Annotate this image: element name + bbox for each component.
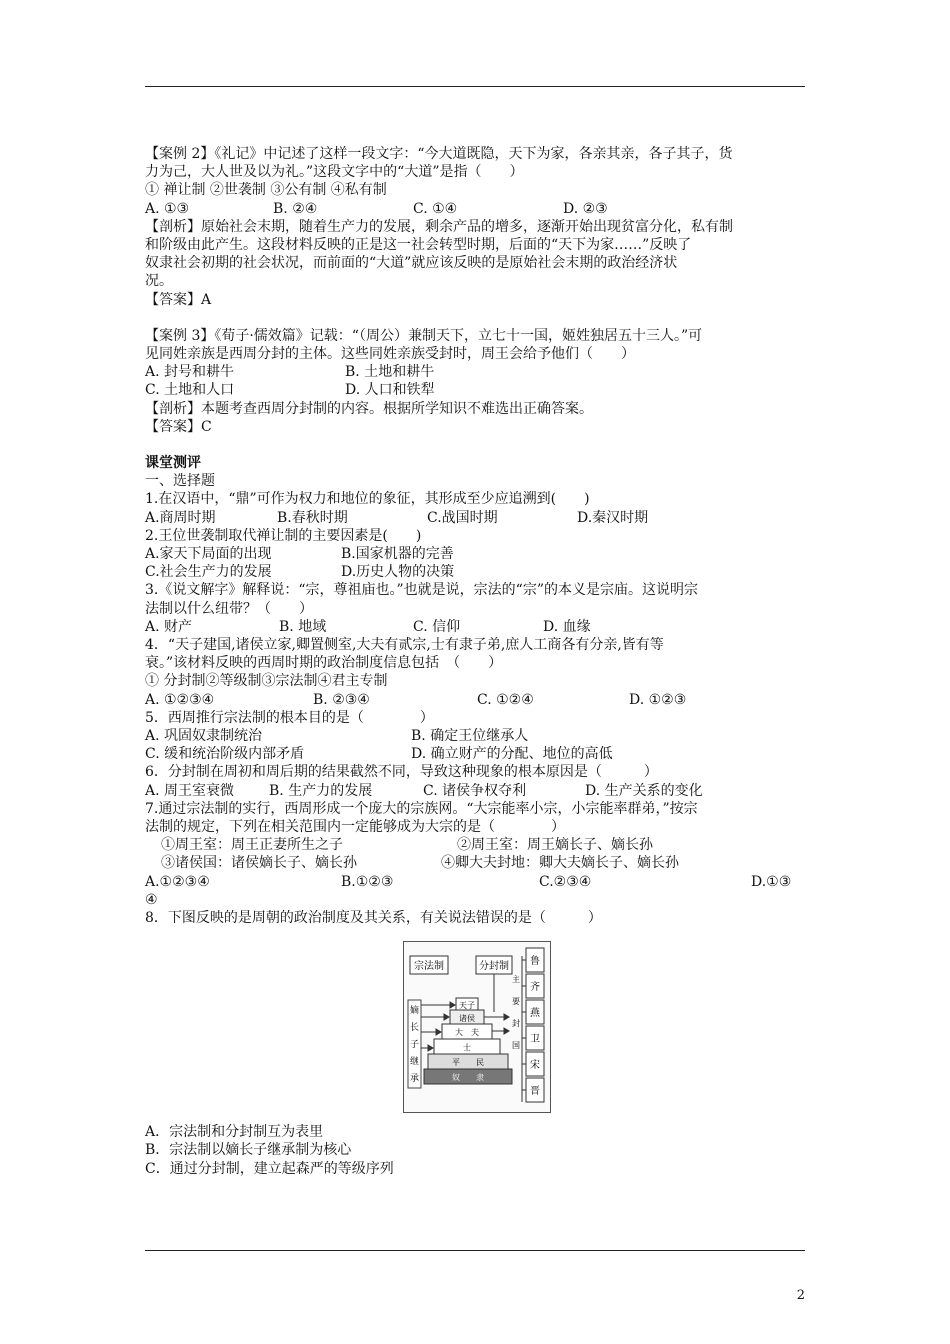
q4-line1: 4．“天子建国,诸侯立家,卿置侧室,大夫有贰宗,士有隶子弟,庶人工商各有分亲,皆有等 <box>145 636 664 653</box>
side-char: 承 <box>409 1074 420 1085</box>
states-column <box>526 948 544 1102</box>
q1-stem: 1.在汉语中，“鼎”可作为权力和地位的象征，其形成至少应追溯到( ) <box>145 491 590 508</box>
option-d: D.历史人物的决策 <box>341 564 455 581</box>
side-char: 子 <box>409 1040 420 1051</box>
q3-line2: 法制以什么纽带？（ ） <box>145 600 313 617</box>
option-d: D. ①②③ <box>629 691 687 708</box>
option-b: B. 确定王位继承人 <box>411 727 529 744</box>
side-char: 长 <box>409 1023 420 1034</box>
option-c: C. 诸侯争权夺利 <box>423 782 527 799</box>
option-a: A.商周时期 <box>145 509 216 526</box>
case2-answer: 【答案】A <box>145 291 212 308</box>
q3-line1: 3.《说文解字》解释说：“宗，尊祖庙也。”也就是说，宗法的“宗”的本义是宗庙。这说明宗 <box>145 582 698 599</box>
case2-analysis-4: 况。 <box>145 273 173 290</box>
option-d: D.秦汉时期 <box>577 509 649 526</box>
side-char: 继 <box>409 1057 420 1068</box>
sub-title: 一、选择题 <box>145 473 215 490</box>
zhou-political-system-diagram <box>403 941 551 1113</box>
q6-options <box>145 782 807 800</box>
option-a: A.①②③④ <box>145 873 210 890</box>
option-c: C. 土地和人口 <box>145 382 235 399</box>
state-ticks <box>522 960 526 1090</box>
option-c: C. 信仰 <box>413 618 461 635</box>
option-b: B. 生产力的发展 <box>269 782 373 799</box>
option-b: B. ②③④ <box>313 691 370 708</box>
case2-line1: 【案例 2】《礼记》中记述了这样一段文字：“今大道既隐，天下为家，各亲其亲，各子其子，货 <box>145 146 733 162</box>
state-name: 卫 <box>530 1034 540 1046</box>
feng-char: 主 <box>512 975 520 985</box>
option-c: C. 缓和统治阶级内部矛盾 <box>145 746 305 763</box>
option-a: A. ①②③④ <box>145 691 215 708</box>
item-3: ③诸侯国：诸侯嫡长子、嫡长孙 <box>161 855 357 872</box>
feng-char: 封 <box>512 1019 520 1029</box>
q2-stem: 2.王位世袭制取代禅让制的主要因素是( ) <box>145 527 422 544</box>
option-b: B.①②③ <box>341 873 394 890</box>
case3-line2: 见同姓亲族是西周分封的主体。这些同姓亲族受封时，周王会给予他们（ ） <box>145 346 635 363</box>
level-label: 大 夫 <box>455 1028 479 1038</box>
case2-line2: 力为己，大人世及以为礼。”这段文字中的“大道”是指（ ） <box>145 164 524 181</box>
option-a: A. ①③ <box>145 200 190 217</box>
option-a: A. 周王室衰微 <box>145 782 235 799</box>
q8-stem: 8．下图反映的是周朝的政治制度及其关系，有关说法错误的是（ ） <box>145 909 602 926</box>
item-2: ②周王室：周王嫡长子、嫡长孙 <box>457 837 653 854</box>
q2-options-row1 <box>145 545 807 563</box>
option-d: D. 血缘 <box>543 618 591 635</box>
case2-analysis-2: 和阶级由此产生。这段材料反映的正是这一社会转型时期，后面的“天下为家……”反映了 <box>145 237 692 253</box>
section-title: 课堂测评 <box>145 455 201 471</box>
option-b: B. ②④ <box>273 200 318 217</box>
level-label: 平 民 <box>452 1058 484 1068</box>
level-label: 士 <box>463 1043 471 1053</box>
item-1: ①周王室：周王正妻所生之子 <box>161 837 343 854</box>
header-rule <box>145 86 805 87</box>
q7-options <box>145 873 807 891</box>
option-a: A. 巩固奴隶制统治 <box>145 727 263 744</box>
q7-items-row1 <box>145 836 807 854</box>
case3-options-row1 <box>145 363 807 381</box>
q1-options <box>145 509 807 527</box>
diagram-svg <box>404 942 550 1112</box>
option-b: B. 地域 <box>279 618 327 635</box>
q4-options <box>145 691 807 709</box>
option-b: B.国家机器的完善 <box>341 546 454 562</box>
option-c: C.社会生产力的发展 <box>145 564 272 581</box>
feng-char: 要 <box>512 997 520 1007</box>
case2-analysis-1: 【剖析】原始社会末期，随着生产力的发展，剩余产品的增多，逐渐开始出现贫富分化，私有制 <box>145 218 733 235</box>
option-b: B.春秋时期 <box>277 509 348 526</box>
option-a: A. 封号和耕牛 <box>145 364 235 381</box>
side-char: 嫡 <box>409 1006 420 1017</box>
case2-line3: ① 禅让制 ②世袭制 ③公有制 ④私有制 <box>145 182 387 199</box>
option-d: D. 人口和铁犁 <box>345 382 435 399</box>
case3-line1: 【案例 3】《荀子·儒效篇》记载：“（周公）兼制天下，立七十一国，姬姓独居五十三人。”可 <box>145 327 703 344</box>
q2-options-row2 <box>145 563 807 581</box>
q8-option-b: B．宗法制以嫡长子继承制为核心 <box>145 1142 352 1159</box>
q6-stem: 6．分封制在周初和周后期的结果截然不同，导致这种现象的根本原因是（ ） <box>145 764 658 781</box>
q7-line1: 7.通过宗法制的实行，西周形成一个庞大的宗族网。“大宗能率小宗，小宗能率群弟，”按宗 <box>145 800 698 817</box>
q4-line3: ① 分封制②等级制③宗法制④君主专制 <box>145 673 388 690</box>
option-a: A. 财产 <box>145 618 193 635</box>
q8-option-a: A．宗法制和分封制互为表里 <box>145 1124 324 1141</box>
option-c: C. ①④ <box>413 200 458 217</box>
q7-items-row2 <box>145 854 807 872</box>
q5-stem: 5．西周推行宗法制的根本目的是（ ） <box>145 709 434 726</box>
page-number: 2 <box>796 1288 805 1303</box>
page-content <box>145 145 807 1178</box>
case2-analysis-3: 奴隶社会初期的社会状况，而前面的“大道”就应该反映的是原始社会末期的政治经济状 <box>145 255 678 272</box>
option-b: B. 土地和耕牛 <box>345 364 435 381</box>
option-d: D. 确立财产的分配、地位的高低 <box>411 746 613 763</box>
state-name: 晋 <box>530 1086 540 1098</box>
option-c: C. ①②④ <box>477 691 534 708</box>
option-d: D.①③ <box>751 873 792 890</box>
case2-options <box>145 200 807 218</box>
zongfa-label: 宗法制 <box>414 961 444 973</box>
q5-options-row1 <box>145 727 807 745</box>
level-label: 诸侯 <box>459 1014 475 1024</box>
q8-option-c: C．通过分封制，建立起森严的等级序列 <box>145 1160 394 1177</box>
feng-char: 国 <box>512 1041 520 1051</box>
q3-options <box>145 618 807 636</box>
item-4: ④卿大夫封地：卿大夫嫡长子、嫡长孙 <box>441 855 679 872</box>
q7-line2: 法制的规定，下列在相关范围内一定能够成为大宗的是（ ） <box>145 818 565 835</box>
state-name: 齐 <box>530 982 540 994</box>
option-a: A.家天下局面的出现 <box>145 546 272 562</box>
case3-options-row2 <box>145 381 807 399</box>
state-name: 宋 <box>530 1060 540 1072</box>
case3-analysis: 【剖析】本题考查西周分封制的内容。根据所学知识不难选出正确答案。 <box>145 400 593 417</box>
q4-line2: 衰。”该材料反映的西周时期的政治制度信息包括 （ ） <box>145 655 503 672</box>
case3-answer: 【答案】C <box>145 418 212 435</box>
level-label: 奴 隶 <box>452 1073 484 1083</box>
q7-option-d-wrap: ④ <box>145 891 158 908</box>
fenfeng-label: 分封制 <box>479 961 509 973</box>
option-d: D. ②③ <box>563 200 608 217</box>
option-c: C.战国时期 <box>427 509 498 526</box>
level-label: 天子 <box>459 1001 475 1011</box>
footer-rule <box>145 1250 805 1251</box>
state-name: 鲁 <box>530 956 540 968</box>
option-c: C.②③④ <box>539 873 592 890</box>
q5-options-row2 <box>145 745 807 763</box>
state-name: 燕 <box>530 1008 540 1020</box>
option-d: D. 生产关系的变化 <box>585 782 703 799</box>
